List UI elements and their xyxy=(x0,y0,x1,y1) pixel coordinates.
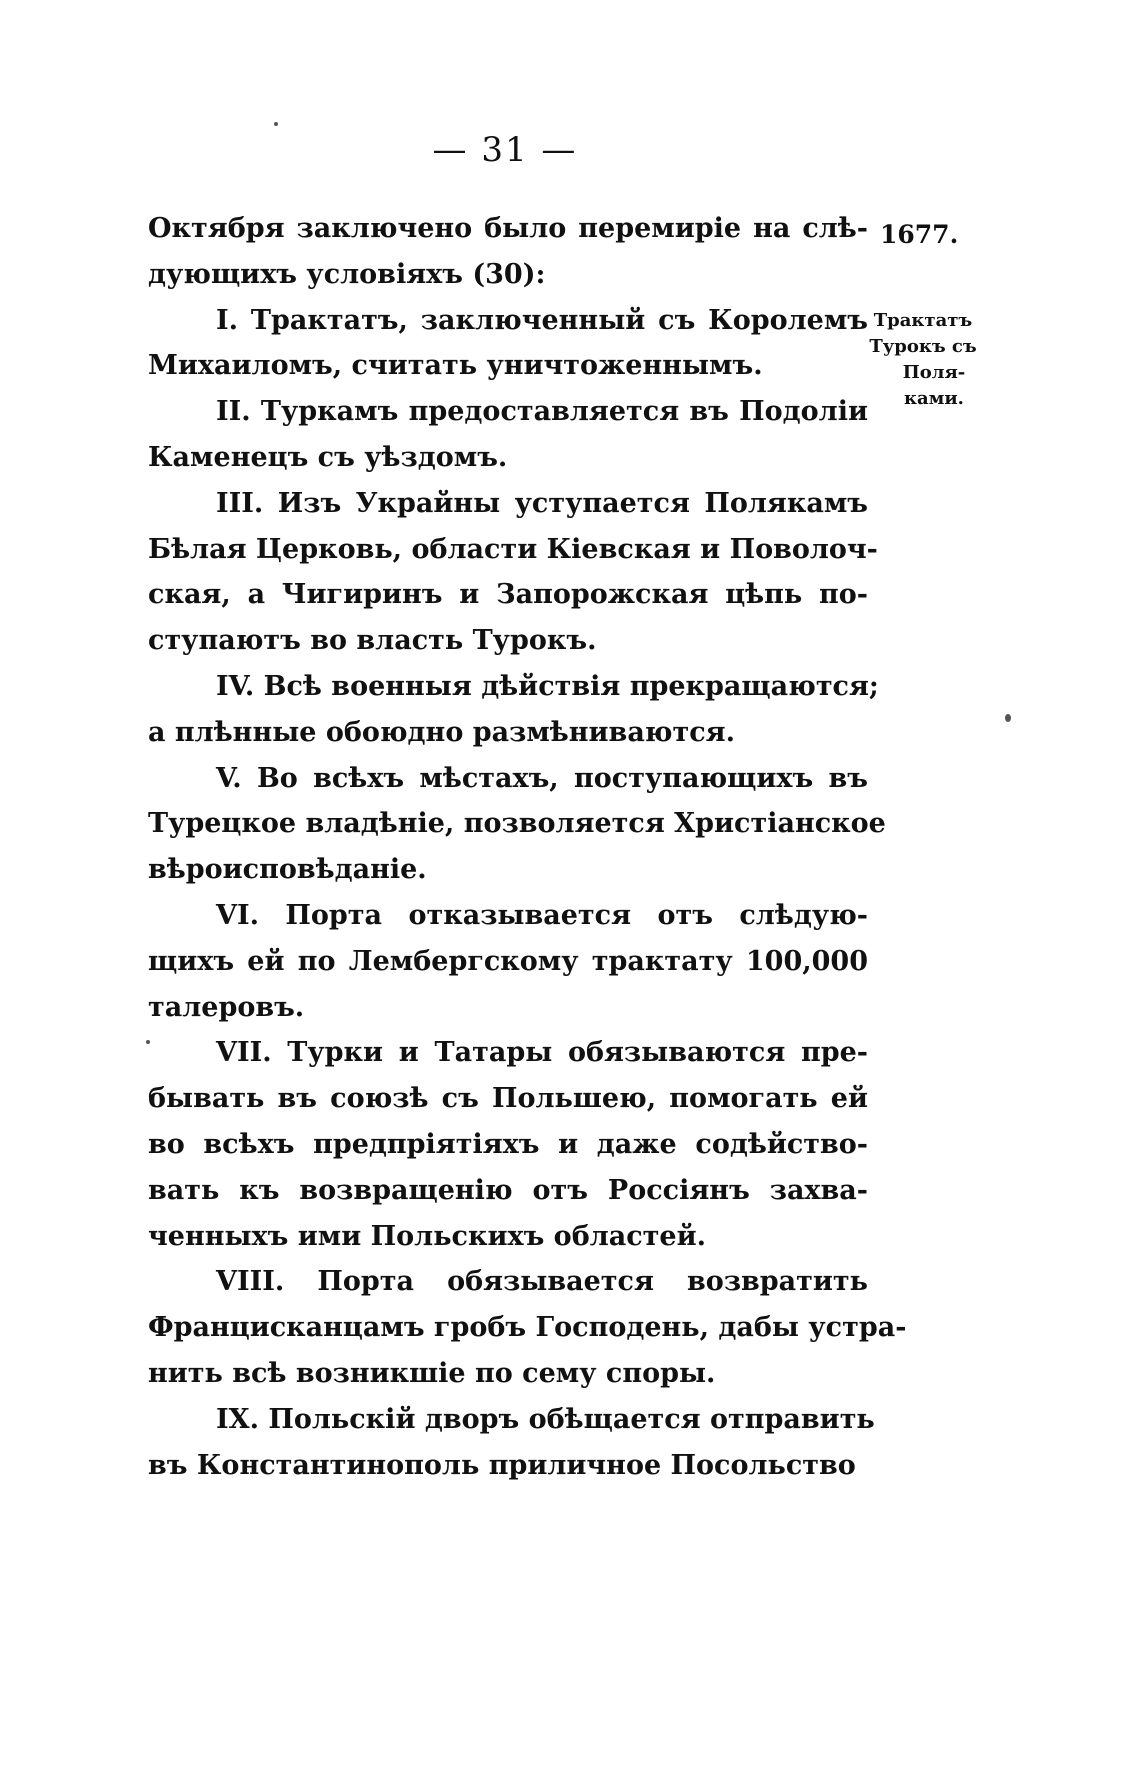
print-speck xyxy=(274,122,278,126)
margin-heading xyxy=(868,308,978,412)
text-line: V. Во всѣхъ мѣстахъ, поступающихъ въ xyxy=(216,762,868,794)
text-line: вѣроисповѣданіе. xyxy=(148,854,427,886)
text-line: Октября заключено было перемиріе на слѣ- xyxy=(148,213,868,244)
text-line: бывать въ союзѣ съ Польшею, помогать ей xyxy=(148,1083,868,1115)
text-line: дующихъ условіяхъ (30): xyxy=(148,258,546,290)
text-line: Каменецъ съ уѣздомъ. xyxy=(148,441,508,473)
text-line: IX. Польскій дворъ обѣщается отправить xyxy=(216,1403,875,1435)
margin-heading-line: Турокъ съ xyxy=(869,336,977,357)
paragraph xyxy=(148,298,868,390)
text-line: II. Туркамъ предоставляется въ Подоліи xyxy=(216,396,868,428)
text-line: VII. Турки и Татары обязываются пре- xyxy=(216,1037,868,1069)
text-line: VIII. Порта обязывается возвратить xyxy=(216,1266,868,1298)
page-number: — 31 — xyxy=(432,130,578,170)
paragraph xyxy=(148,756,886,893)
text-line: нить всѣ возникшіе по сему споры. xyxy=(148,1357,716,1389)
text-line: VI. Порта отказывается отъ слѣдую- xyxy=(216,899,868,931)
text-line: талеровъ. xyxy=(148,991,305,1023)
text-line: I. Трактатъ, заключенный съ Королемъ xyxy=(216,304,868,336)
text-line: въ Константинополь приличное Посольство xyxy=(148,1449,856,1481)
print-speck xyxy=(146,1040,150,1044)
paragraph xyxy=(148,206,868,298)
text-line: во всѣхъ предпріятіяхъ и даже содѣйство- xyxy=(148,1128,868,1160)
text-line: ступаютъ во власть Турокъ. xyxy=(148,625,597,657)
paragraph xyxy=(148,389,868,481)
margin-year: 1677. xyxy=(880,220,959,249)
text-line: вать къ возвращенію отъ Россіянъ захва- xyxy=(148,1174,868,1206)
paragraph xyxy=(148,1397,875,1489)
text-line: ская, а Чигиринъ и Запорожская цѣпь по- xyxy=(148,579,868,611)
paragraph xyxy=(148,893,868,1030)
text-line: щихъ ей по Лембергскому трактату 100,000 xyxy=(148,945,868,977)
paragraph xyxy=(148,1030,868,1259)
text-line: Турецкое владѣніе, позволяется Христіанское xyxy=(148,808,886,840)
margin-heading-line: Трактатъ xyxy=(873,310,973,331)
text-line: Михаиломъ, считать уничтоженнымъ. xyxy=(148,350,763,382)
paragraph xyxy=(148,664,879,756)
text-line: Бѣлая Церковь, области Кіевская и Поволоч- xyxy=(148,533,878,565)
margin-heading-line: ками. xyxy=(904,388,964,409)
margin-heading-line: Поля- xyxy=(902,362,966,383)
paragraph xyxy=(148,1259,907,1396)
text-line: IV. Всѣ военныя дѣйствія прекращаются; xyxy=(216,670,879,702)
paragraph xyxy=(148,481,878,664)
text-line: ченныхъ ими Польскихъ областей. xyxy=(148,1220,707,1252)
body-text xyxy=(148,206,907,1488)
text-line: а плѣнные обоюдно размѣниваются. xyxy=(148,716,736,748)
text-line: III. Изъ Украйны уступается Полякамъ xyxy=(216,487,868,519)
text-line: Францисканцамъ гробъ Господень, дабы устра- xyxy=(148,1312,907,1344)
print-speck xyxy=(1005,714,1011,722)
